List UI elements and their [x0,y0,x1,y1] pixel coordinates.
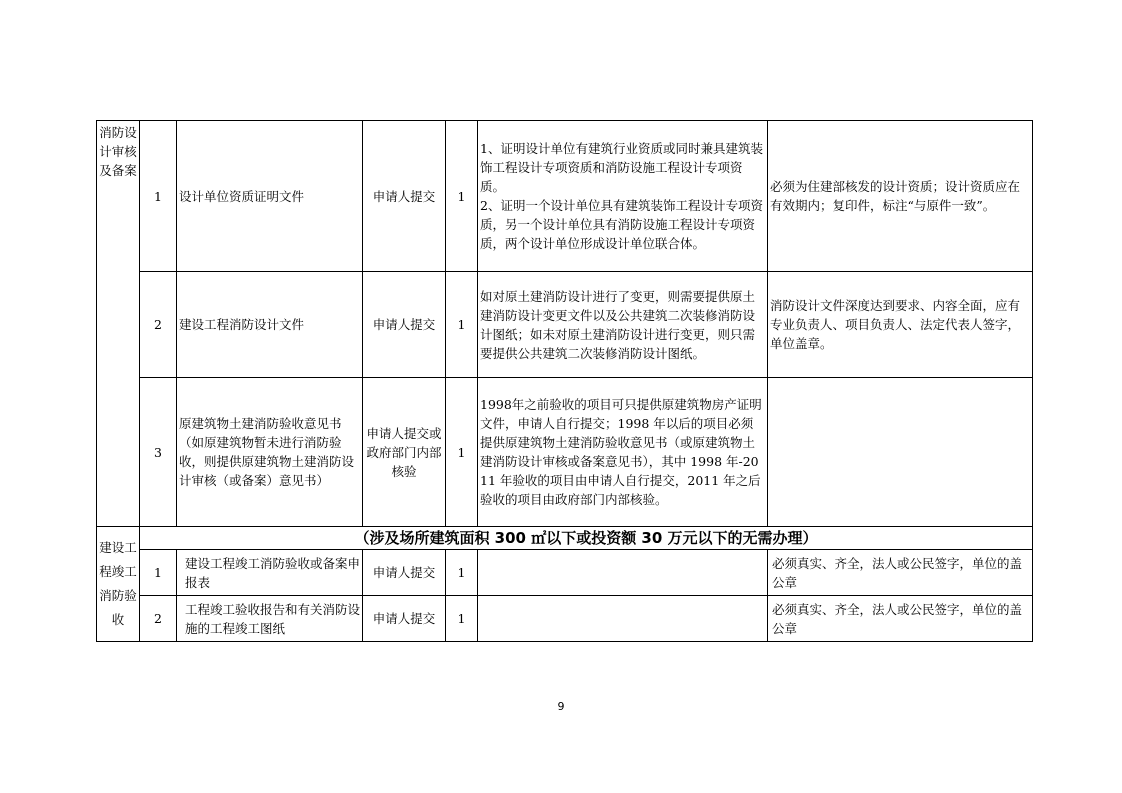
category-cell: 建设工程竣工消防验收 [97,527,140,642]
table-row [97,378,1033,527]
material-count: 1 [446,121,478,272]
row-index: 3 [140,378,177,527]
category-cell: 消防设计审核及备案 [97,121,140,527]
material-source: 申请人提交 [363,596,446,642]
materials-table [96,120,1033,642]
material-source: 申请人提交 [363,272,446,378]
material-name: 工程竣工验收报告和有关消防设施的工程竣工图纸 [177,596,363,642]
page-number: 9 [557,700,565,713]
material-description: 1998年之前验收的项目可只提供原建筑物房产证明文件，申请人自行提交；1998 年以后的项目必须提供原建筑物土建消防验收意见书（或原建筑物土建消防设计审核或备案意见书），其中 1998 年-2011 年验收的项目由申请人自行提交，2011 年之后验收的项目由政府部门内部核验。 [478,378,768,527]
material-name: 原建筑物土建消防验收意见书（如原建筑物暂未进行消防验收，则提供原建筑物土建消防设计审核（或备案）意见书） [177,378,363,527]
row-index: 1 [140,550,177,596]
section-note-row [97,527,1033,550]
material-requirement: 必须真实、齐全，法人或公民签字，单位的盖公章 [768,596,1033,642]
material-description: 如对原土建消防设计进行了变更，则需要提供原土建消防设计变更文件以及公共建筑二次装修消防设计图纸；如未对原土建消防设计进行变更，则只需要提供公共建筑二次装修消防设计图纸。 [478,272,768,378]
material-description: 1、证明设计单位有建筑行业资质或同时兼具建筑装饰工程设计专项资质和消防设施工程设计专项资质。 2、证明一个设计单位具有建筑装饰工程设计专项资质，另一个设计单位具有消防设施工程设计专项资质，两个设计单位形成设计单位联合体。 [478,121,768,272]
material-name: 建设工程竣工消防验收或备案申报表 [177,550,363,596]
table-row [97,272,1033,378]
table-row [97,550,1033,596]
material-count: 1 [446,596,478,642]
table-row [97,596,1033,642]
row-index: 2 [140,272,177,378]
material-requirement: 消防设计文件深度达到要求、内容全面，应有专业负责人、项目负责人、法定代表人签字，单位盖章。 [768,272,1033,378]
material-source: 申请人提交或政府部门内部核验 [363,378,446,527]
material-description [478,550,768,596]
row-index: 2 [140,596,177,642]
material-count: 1 [446,378,478,527]
material-source: 申请人提交 [363,121,446,272]
material-name: 设计单位资质证明文件 [177,121,363,272]
row-index: 1 [140,121,177,272]
table-row [97,121,1033,272]
material-count: 1 [446,272,478,378]
material-description [478,596,768,642]
material-count: 1 [446,550,478,596]
material-source: 申请人提交 [363,550,446,596]
material-name: 建设工程消防设计文件 [177,272,363,378]
material-requirement [768,378,1033,527]
material-requirement: 必须真实、齐全，法人或公民签字，单位的盖公章 [768,550,1033,596]
material-requirement: 必须为住建部核发的设计资质；设计资质应在有效期内；复印件，标注“与原件一致”。 [768,121,1033,272]
section-note: （涉及场所建筑面积 300 ㎡以下或投资额 30 万元以下的无需办理） [140,527,1033,550]
